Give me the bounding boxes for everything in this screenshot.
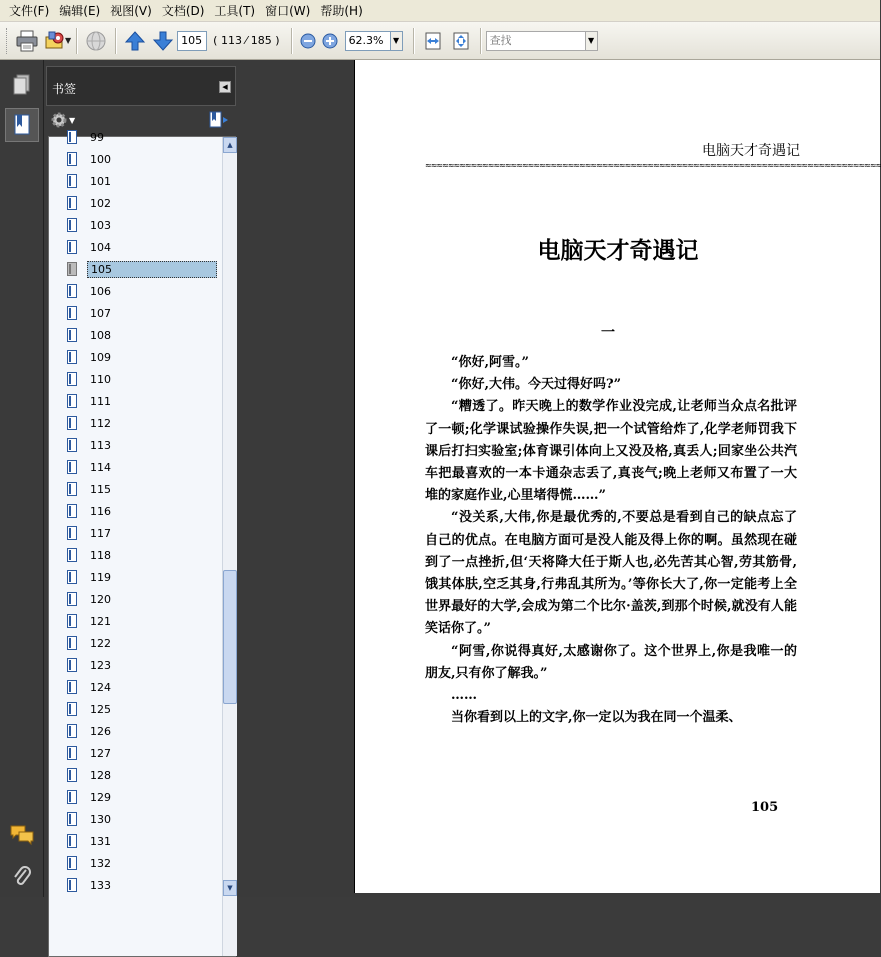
- bookmark-item[interactable]: [67, 676, 219, 698]
- bookmarks-scrollbar[interactable]: [222, 137, 237, 956]
- menu-edit[interactable]: 编辑(E): [59, 3, 101, 18]
- paragraph: “没关系,大伟,你是最优秀的,不要总是看到自己的缺点忘了自己的优点。在电脑方面可是没人能及得上你的啊。虽然现在碰到了一点挫折,但‘天将降大任于斯人也,必先苦其心智,劳其筋骨,饿其体肤,空乏其身,行弗乱其所为。’等你长大了,你一定能考上全世界最好的大学,会成为第二个比尔·盖茨,到那个时候,就没有人能笑话你了。”: [425, 510, 797, 637]
- bookmark-item[interactable]: [67, 390, 219, 412]
- page-bookmark-icon: [67, 174, 77, 188]
- bookmark-label: 100: [90, 152, 111, 166]
- bookmarks-panel-header: [46, 66, 236, 106]
- navigation-pane-strip: [0, 60, 44, 897]
- menu-document[interactable]: 文档(D): [161, 3, 205, 18]
- page-bookmark-icon: [67, 856, 77, 870]
- bookmark-label: 109: [90, 350, 111, 364]
- page-bookmark-icon: [67, 526, 77, 540]
- bookmark-item[interactable]: [67, 874, 219, 896]
- search-input[interactable]: [486, 31, 586, 51]
- page-bookmark-icon: [67, 834, 77, 848]
- bookmark-label: 114: [90, 460, 111, 474]
- bookmark-item[interactable]: [67, 192, 219, 214]
- pages-panel-button[interactable]: [5, 68, 39, 102]
- bookmark-item[interactable]: [67, 852, 219, 874]
- menu-bar: [0, 0, 880, 22]
- bookmark-label: 129: [90, 790, 111, 804]
- page-bookmark-icon: [67, 240, 77, 254]
- bookmark-label: 125: [90, 702, 111, 716]
- bookmark-label: 127: [90, 746, 111, 760]
- paragraph: “你好,阿雪。”: [451, 355, 529, 370]
- zoom-in-button[interactable]: [319, 27, 341, 55]
- bookmark-item[interactable]: [67, 588, 219, 610]
- page-bookmark-icon: [67, 702, 77, 716]
- bookmark-item[interactable]: [67, 258, 219, 280]
- bookmark-item[interactable]: [67, 214, 219, 236]
- menu-help[interactable]: 帮助(H): [320, 3, 363, 18]
- bookmark-item[interactable]: [67, 654, 219, 676]
- bookmark-label: 107: [90, 306, 111, 320]
- bookmark-item[interactable]: [67, 808, 219, 830]
- section-number: 一: [601, 325, 615, 341]
- email-button[interactable]: [41, 27, 72, 55]
- zoom-input[interactable]: [345, 31, 391, 51]
- bookmark-label: 119: [90, 570, 111, 584]
- bookmark-item[interactable]: [67, 698, 219, 720]
- paragraph: 当你看到以上的文字,你一定以为我在同一个温柔、: [451, 710, 742, 726]
- gear-icon: [50, 111, 68, 129]
- page-bookmark-icon: [67, 878, 77, 892]
- bookmark-item[interactable]: [67, 280, 219, 302]
- bookmark-item[interactable]: [67, 764, 219, 786]
- bookmark-item[interactable]: [67, 148, 219, 170]
- paragraph: ……: [451, 688, 477, 704]
- page-bookmark-icon: [67, 658, 77, 672]
- page-bookmark-icon: [67, 350, 77, 364]
- bookmark-label: 117: [90, 526, 111, 540]
- page-bookmark-icon: [67, 372, 77, 386]
- printer-icon: [15, 30, 39, 52]
- bookmark-label: 105: [87, 261, 217, 278]
- bookmark-label: 101: [90, 174, 111, 188]
- page-bookmark-icon: [67, 152, 77, 166]
- fit-page-icon: [451, 31, 471, 51]
- page-bookmark-icon: [67, 548, 77, 562]
- bookmark-item[interactable]: [67, 566, 219, 588]
- toolbar-separator: [480, 28, 481, 54]
- menu-tools[interactable]: 工具(T): [214, 3, 256, 18]
- chapter-title: 电脑天才奇遇记: [537, 237, 699, 264]
- bookmark-label: 124: [90, 680, 111, 694]
- bookmark-item[interactable]: [67, 170, 219, 192]
- arrow-down-icon: [152, 30, 174, 52]
- page-bookmark-icon: [67, 416, 77, 430]
- bookmark-label: 113: [90, 438, 111, 452]
- page-bookmark-icon: [67, 482, 77, 496]
- next-page-button[interactable]: [149, 27, 177, 55]
- bookmark-item[interactable]: [67, 742, 219, 764]
- page-bookmark-icon: [67, 460, 77, 474]
- page-bookmark-icon: [67, 130, 77, 144]
- globe-icon: [84, 30, 108, 52]
- page-bookmark-icon: [67, 438, 77, 452]
- bookmark-label: 133: [90, 878, 111, 892]
- bookmark-item[interactable]: [67, 126, 219, 148]
- page-bookmark-icon: [67, 812, 77, 826]
- page-bookmark-icon: [67, 570, 77, 584]
- bookmark-label: 126: [90, 724, 111, 738]
- page-bookmark-icon: [67, 614, 77, 628]
- bookmark-label: 104: [90, 240, 111, 254]
- bookmark-label: 99: [90, 130, 104, 144]
- comments-panel-button[interactable]: [5, 818, 39, 852]
- page-bookmark-icon: [67, 768, 77, 782]
- bookmark-item[interactable]: [67, 368, 219, 390]
- bookmarks-panel: [44, 60, 238, 897]
- page-bookmark-icon: [67, 504, 77, 518]
- arrow-up-icon: [124, 30, 146, 52]
- decorative-border: ≈≈≈≈≈≈≈≈≈≈≈≈≈≈≈≈≈≈≈≈≈≈≈≈≈≈≈≈≈≈≈≈≈≈≈≈≈≈≈≈≈≈≈≈≈≈≈≈≈≈≈≈≈≈≈≈≈≈≈≈≈≈≈≈≈≈≈≈≈≈≈≈≈≈≈≈≈≈≈≈: [425, 161, 881, 170]
- options-dropdown-icon: ▼: [69, 115, 76, 125]
- bookmark-item[interactable]: [67, 302, 219, 324]
- bookmark-item[interactable]: [67, 456, 219, 478]
- toolbar-separator: [76, 28, 77, 54]
- fit-width-icon: [423, 31, 443, 51]
- email-attachment-icon: [43, 30, 67, 52]
- fit-page-button[interactable]: [447, 27, 475, 55]
- bookmark-item[interactable]: [67, 434, 219, 456]
- bookmark-label: 111: [90, 394, 111, 408]
- bookmark-label: 121: [90, 614, 111, 628]
- toolbar: [0, 22, 880, 60]
- page-bookmark-icon: [67, 680, 77, 694]
- bookmark-label: 122: [90, 636, 111, 650]
- pages-icon: [11, 73, 33, 97]
- paragraph: “糟透了。昨天晚上的数学作业没完成,让老师当众点名批评了一顿;化学课试验操作失误,把一个试管给炸了,化学老师罚我下课后打扫实验室;体育课引体向上又没及格,真丢人;回家坐公共汽车把最喜欢的一本卡通杂志丢了,真丧气;晚上老师又布置了一大堆的家庭作业,心里堵得慌……”: [425, 399, 797, 504]
- menu-view[interactable]: 视图(V): [110, 3, 152, 18]
- comments-icon: [9, 824, 35, 846]
- bookmark-label: 132: [90, 856, 111, 870]
- page-bookmark-icon: [67, 262, 77, 276]
- previous-page-button[interactable]: [121, 27, 149, 55]
- page-folio: 105: [751, 800, 779, 815]
- bookmark-label: 108: [90, 328, 111, 342]
- search-dropdown-icon[interactable]: ▼: [586, 31, 598, 51]
- bookmarks-tree: [48, 130, 236, 957]
- print-button[interactable]: [13, 27, 41, 55]
- bookmark-label: 116: [90, 504, 111, 518]
- bookmark-item[interactable]: [67, 632, 219, 654]
- bookmark-item[interactable]: [67, 610, 219, 632]
- page-bookmark-icon: [67, 746, 77, 760]
- page-bookmark-icon: [67, 724, 77, 738]
- paragraph: “你好,大伟。今天过得好吗?”: [451, 377, 622, 393]
- toolbar-separator: [413, 28, 414, 54]
- collapse-panel-icon[interactable]: ◀: [219, 81, 231, 93]
- scroll-up-icon[interactable]: ▲: [223, 137, 237, 153]
- bookmark-item[interactable]: [67, 786, 219, 808]
- page-bookmark-icon: [67, 592, 77, 606]
- zoom-out-button[interactable]: [297, 27, 319, 55]
- bookmark-item[interactable]: [67, 324, 219, 346]
- running-head: 电脑天才奇遇记: [702, 143, 800, 159]
- page-bookmark-icon: [67, 196, 77, 210]
- bookmark-item[interactable]: [67, 522, 219, 544]
- bookmark-item[interactable]: [67, 720, 219, 742]
- page-bookmark-icon: [67, 790, 77, 804]
- bookmark-label: 123: [90, 658, 111, 672]
- toolbar-grip[interactable]: [6, 28, 10, 54]
- document-viewport[interactable]: [246, 60, 880, 897]
- page-bookmark-icon: [67, 328, 77, 342]
- page-bookmark-icon: [67, 218, 77, 232]
- toolbar-separator: [115, 28, 116, 54]
- bookmark-item[interactable]: [67, 500, 219, 522]
- menu-file[interactable]: 文件(F): [9, 3, 50, 18]
- page-count: ( 113 ⁄ 185 ): [213, 34, 280, 47]
- bookmark-label: 128: [90, 768, 111, 782]
- bookmark-item[interactable]: [67, 544, 219, 566]
- document-page: [354, 60, 880, 893]
- bookmarks-panel-button[interactable]: [5, 108, 39, 142]
- bookmark-label: 110: [90, 372, 111, 386]
- zoom-dropdown-icon[interactable]: ▼: [391, 31, 403, 51]
- bookmark-item[interactable]: [67, 478, 219, 500]
- bookmark-item[interactable]: [67, 412, 219, 434]
- scroll-thumb[interactable]: [223, 570, 237, 704]
- page-bookmark-icon: [67, 636, 77, 650]
- email-dropdown-icon[interactable]: ▼: [65, 36, 72, 45]
- toolbar-separator: [291, 28, 292, 54]
- bookmark-label: 112: [90, 416, 111, 430]
- attachments-panel-button[interactable]: [5, 860, 39, 894]
- body-text: [425, 352, 797, 729]
- bookmark-label: 106: [90, 284, 111, 298]
- bookmark-label: 131: [90, 834, 111, 848]
- bookmark-icon: [11, 113, 33, 137]
- page-bookmark-icon: [67, 306, 77, 320]
- zoom-in-icon: [322, 33, 338, 49]
- bookmark-label: 102: [90, 196, 111, 210]
- bookmark-label: 120: [90, 592, 111, 606]
- bookmark-label: 130: [90, 812, 111, 826]
- bookmark-item[interactable]: [67, 236, 219, 258]
- bookmarks-panel-title: 书签: [52, 82, 77, 96]
- paperclip-icon: [11, 865, 33, 889]
- bookmark-label: 118: [90, 548, 111, 562]
- zoom-out-icon: [300, 33, 316, 49]
- paragraph: “阿雪,你说得真好,太感谢你了。这个世界上,你是我唯一的朋友,只有你了解我。”: [425, 643, 797, 681]
- bookmark-label: 103: [90, 218, 111, 232]
- bookmark-item[interactable]: [67, 346, 219, 368]
- bookmark-label: 115: [90, 482, 111, 496]
- collaborate-button[interactable]: [82, 27, 110, 55]
- scroll-down-icon[interactable]: ▼: [223, 880, 237, 896]
- bookmark-item[interactable]: [67, 830, 219, 852]
- panel-splitter[interactable]: [238, 60, 246, 897]
- page-bookmark-icon: [67, 394, 77, 408]
- page-number-input[interactable]: [177, 31, 207, 51]
- page-bookmark-icon: [67, 284, 77, 298]
- menu-window[interactable]: 窗口(W): [265, 3, 311, 18]
- fit-width-button[interactable]: [419, 27, 447, 55]
